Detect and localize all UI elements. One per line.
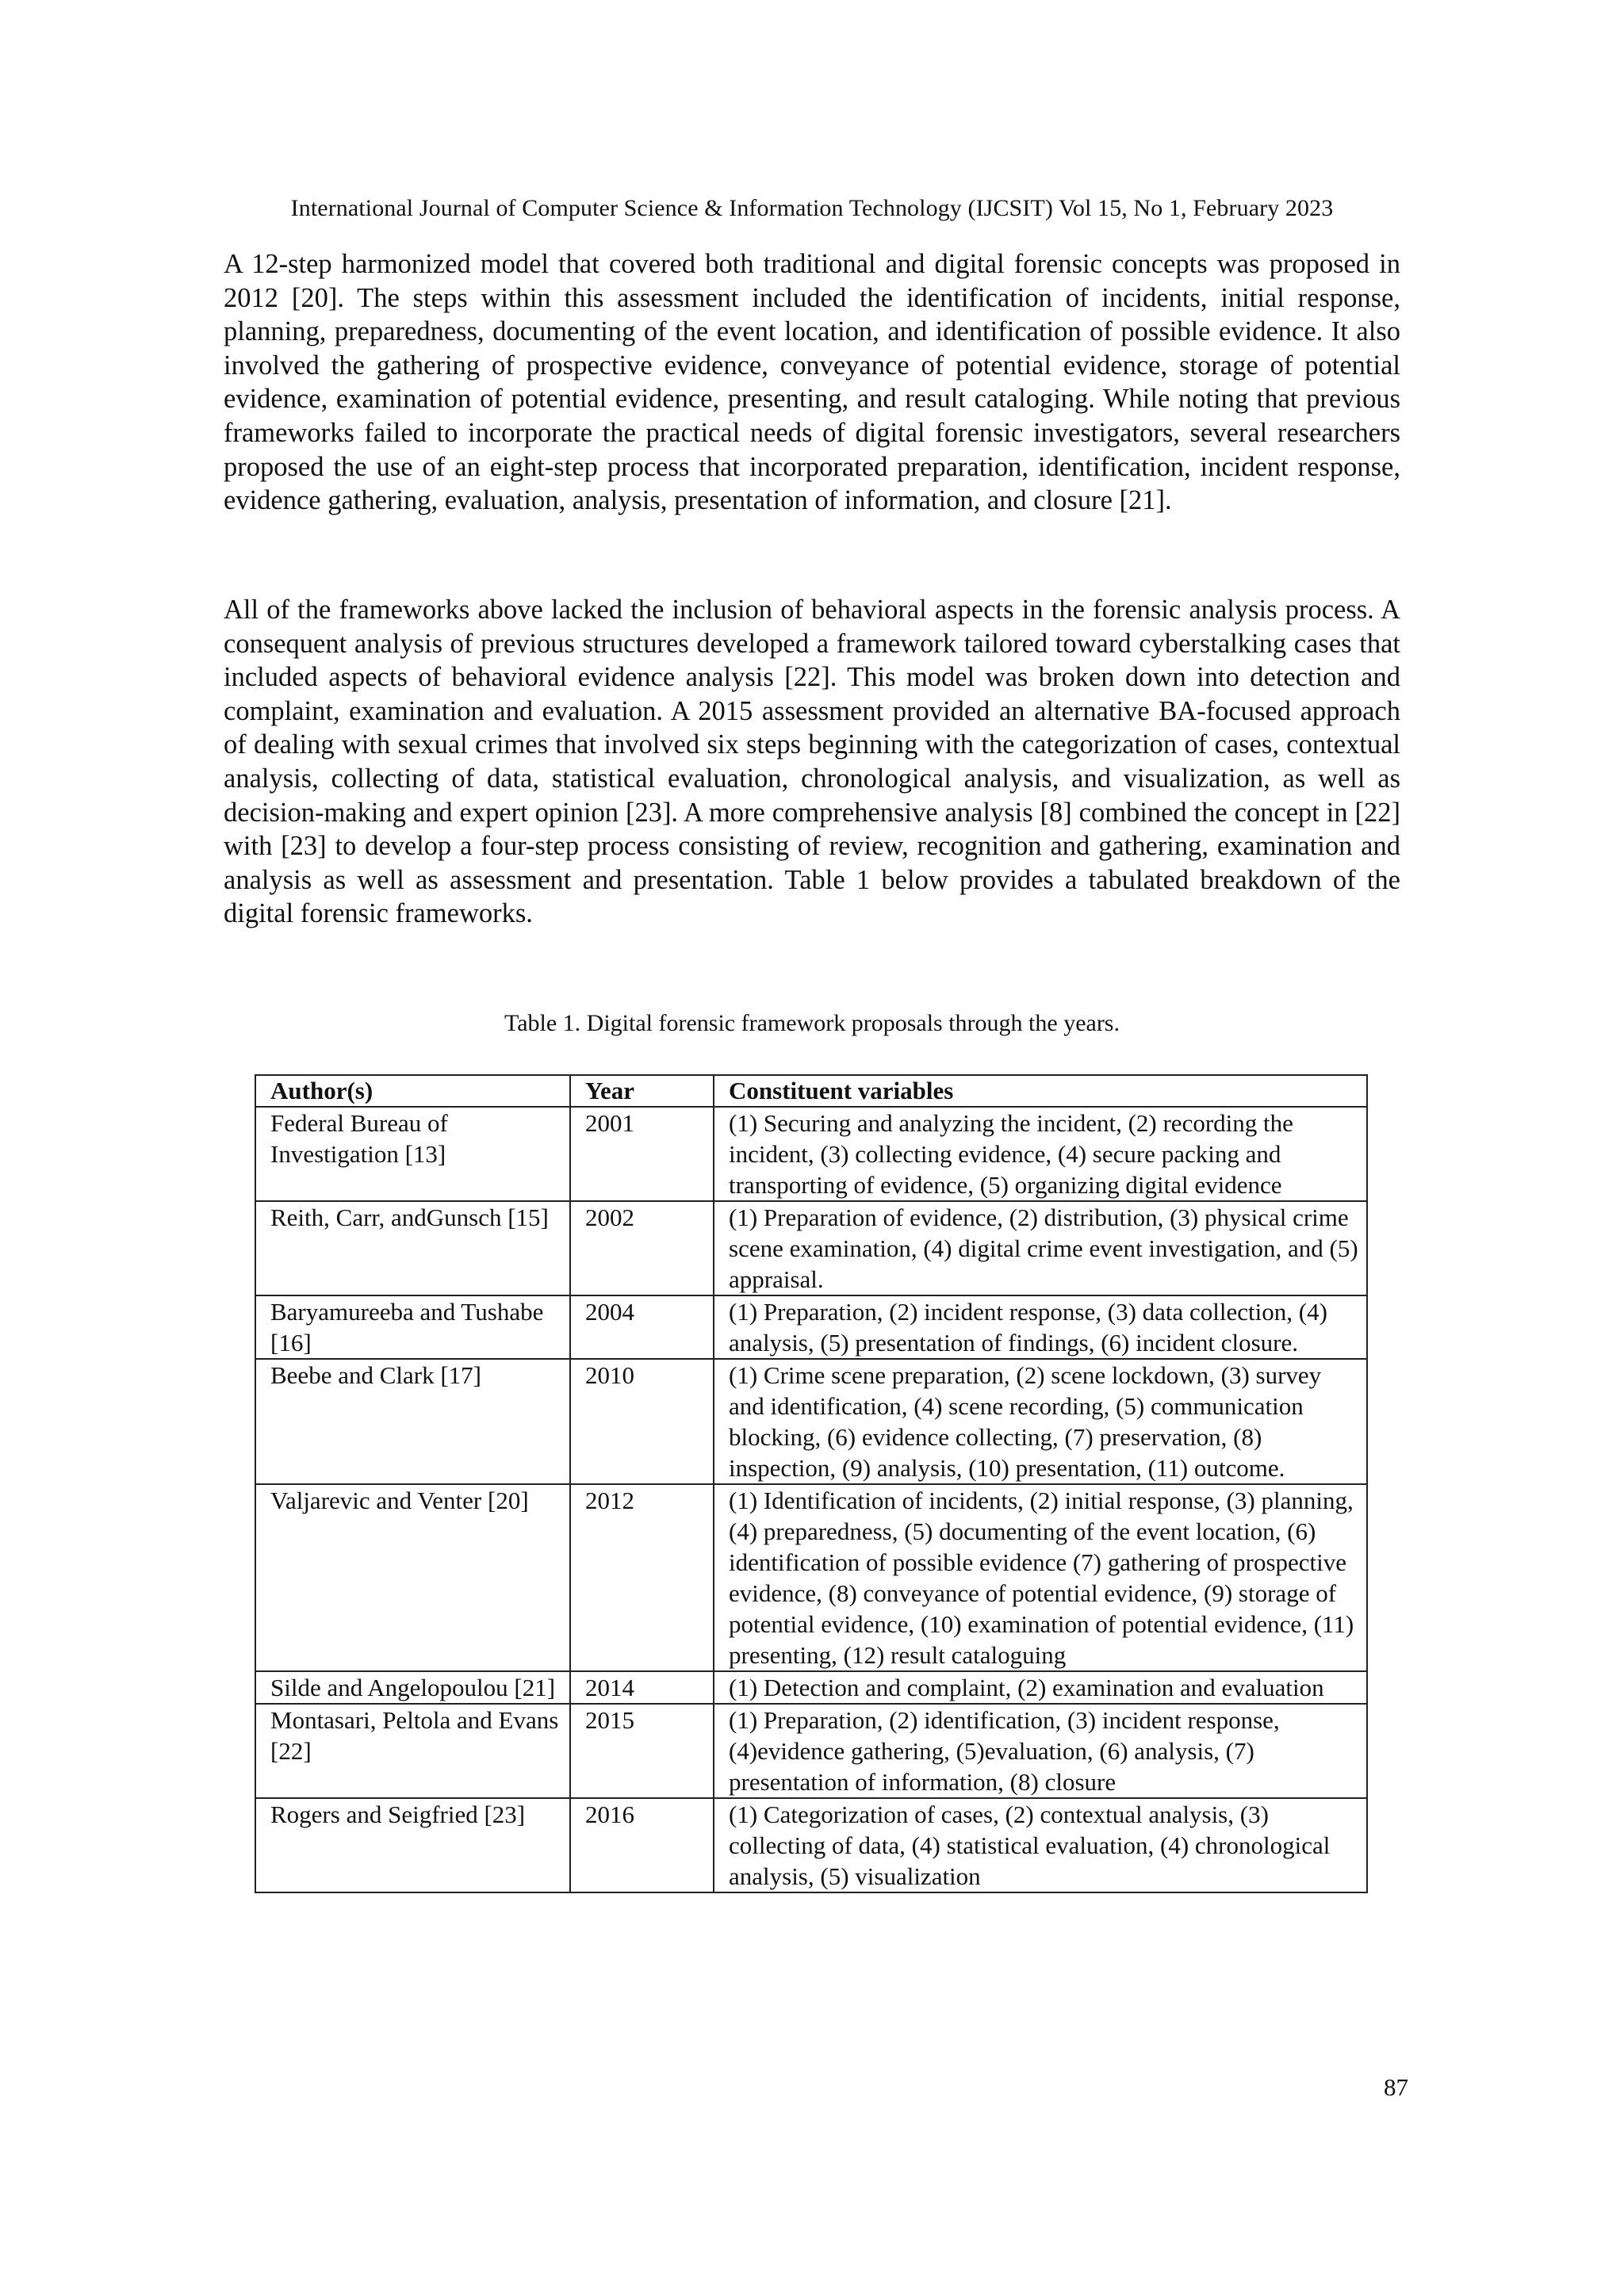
cell-variables: (1) Crime scene preparation, (2) scene lockdown, (3) survey and identification, (4) scene recording, (5) communication blocking, (6) evidence collecting, (7) preservation, (8) inspection, (9) analysis, (10) presentation, (11) outcome.	[714, 1359, 1367, 1484]
table-row	[255, 1295, 1367, 1359]
header-author: Author(s)	[255, 1075, 570, 1107]
table-caption: Table 1. Digital forensic framework proposals through the years.	[504, 1010, 1120, 1036]
running-header: International Journal of Computer Science & Information Technology (IJCSIT) Vol 15, No 1, February 2023	[290, 195, 1334, 221]
cell-year: 2002	[570, 1201, 714, 1295]
cell-variables: (1) Identification of incidents, (2) initial response, (3) planning, (4) preparedness, (5) documenting of the event location, (6) identification of possible evidence (7) gathering of prospective evidence, (8) conveyance of potential evidence, (9) storage of potential evidence, (10) examination of potential evidence, (11) presenting, (12) result cataloguing	[714, 1484, 1367, 1671]
table-row	[255, 1671, 1367, 1704]
header-variables: Constituent variables	[714, 1075, 1367, 1107]
cell-author: Montasari, Peltola and Evans [22]	[255, 1704, 570, 1798]
table-row	[255, 1798, 1367, 1892]
cell-author: Valjarevic and Venter [20]	[255, 1484, 570, 1671]
table-row	[255, 1484, 1367, 1671]
cell-year: 2012	[570, 1484, 714, 1671]
cell-variables: (1) Categorization of cases, (2) contextual analysis, (3) collecting of data, (4) statistical evaluation, (4) chronological analysis, (5) visualization	[714, 1798, 1367, 1892]
cell-year: 2016	[570, 1798, 714, 1892]
cell-author: Federal Bureau of Investigation [13]	[255, 1107, 570, 1201]
cell-author: Silde and Angelopoulou [21]	[255, 1671, 570, 1704]
cell-variables: (1) Preparation, (2) identification, (3) incident response, (4)evidence gathering, (5)evaluation, (6) analysis, (7) presentation of information, (8) closure	[714, 1704, 1367, 1798]
frameworks-table	[255, 1074, 1368, 1893]
cell-author: Baryamureeba and Tushabe [16]	[255, 1295, 570, 1359]
cell-year: 2010	[570, 1359, 714, 1484]
cell-variables: (1) Preparation, (2) incident response, (3) data collection, (4) analysis, (5) presentation of findings, (6) incident closure.	[714, 1295, 1367, 1359]
table-row	[255, 1107, 1367, 1201]
cell-author: Reith, Carr, andGunsch [15]	[255, 1201, 570, 1295]
cell-year: 2004	[570, 1295, 714, 1359]
body-paragraph: A 12-step harmonized model that covered both traditional and digital forensic concepts was proposed in 2012 [20]. The steps within this assessment included the identification of incidents, initial response, planning, preparedness, documenting of the event location, and identification of possible evidence. It also involved the gathering of prospective evidence, conveyance of potential evidence, storage of potential evidence, examination of potential evidence, presenting, and result cataloging. While noting that previous frameworks failed to incorporate the practical needs of digital forensic investigators, several researchers proposed the use of an eight-step process that incorporated preparation, identification, incident response, evidence gathering, evaluation, analysis, presentation of information, and closure [21].	[224, 249, 1400, 516]
cell-variables: (1) Securing and analyzing the incident, (2) recording the incident, (3) collecting evidence, (4) secure packing and transporting of evidence, (5) organizing digital evidence	[714, 1107, 1367, 1201]
cell-year: 2014	[570, 1671, 714, 1704]
cell-author: Beebe and Clark [17]	[255, 1359, 570, 1484]
cell-author: Rogers and Seigfried [23]	[255, 1798, 570, 1892]
body-paragraph: All of the frameworks above lacked the inclusion of behavioral aspects in the forensic analysis process. A consequent analysis of previous structures developed a framework tailored toward cyberstalking cases that included aspects of behavioral evidence analysis [22]. This model was broken down into detection and complaint, examination and evaluation. A 2015 assessment provided an alternative BA-focused approach of dealing with sexual crimes that involved six steps beginning with the categorization of cases, contextual analysis, collecting of data, statistical evaluation, chronological analysis, and visualization, as well as decision-making and expert opinion [23]. A more comprehensive analysis [8] combined the concept in [22] with [23] to develop a four-step process consisting of review, recognition and gathering, examination and analysis as well as assessment and presentation. Table 1 below provides a tabulated breakdown of the digital forensic frameworks.	[224, 595, 1400, 929]
table-row	[255, 1359, 1367, 1484]
header-year: Year	[570, 1075, 714, 1107]
table-row	[255, 1704, 1367, 1798]
cell-variables: (1) Detection and complaint, (2) examination and evaluation	[714, 1671, 1367, 1704]
cell-variables: (1) Preparation of evidence, (2) distribution, (3) physical crime scene examination, (4) digital crime event investigation, and (5) appraisal.	[714, 1201, 1367, 1295]
cell-year: 2015	[570, 1704, 714, 1798]
page-number: 87	[1384, 2073, 1408, 2101]
cell-year: 2001	[570, 1107, 714, 1201]
table-header-row	[255, 1075, 1367, 1107]
table-row	[255, 1201, 1367, 1295]
